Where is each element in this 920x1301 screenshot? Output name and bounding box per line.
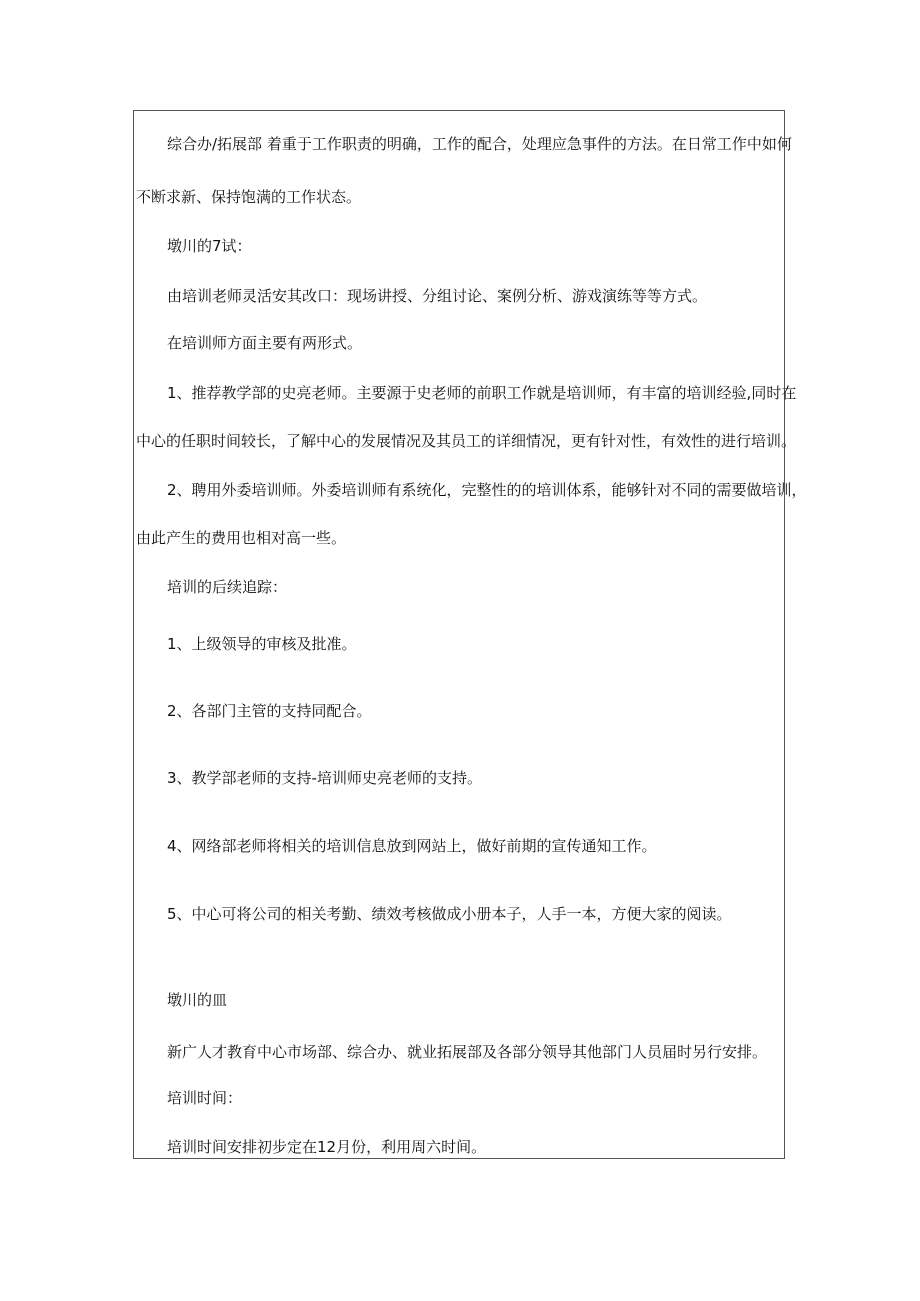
- paragraph-method: 由培训老师灵活安其改口：现场讲授、分组讨论、案例分析、游戏演练等等方式。: [167, 287, 708, 305]
- paragraph-participants: 新广人才教育中心市场部、综合办、就业拓展部及各部分领导其他部门人员届时另行安排。: [167, 1043, 768, 1061]
- paragraph-trainer-forms: 在培训师方面主要有两形式。: [167, 334, 363, 352]
- list-item-follow-up-4: 4、网络部老师将相关的培训信息放到网站上，做好前期的宣传通知工作。: [167, 837, 657, 855]
- list-item-trainer-1-line2: 中心的任职时间较长，了解中心的发展情况及其员工的详细情况，更有针对性，有效性的进行培训。: [136, 432, 797, 450]
- list-item-follow-up-3: 3、教学部老师的支持-培训师史亮老师的支持。: [167, 769, 482, 787]
- list-item-follow-up-5: 5、中心可将公司的相关考勤、绩效考核做成小册本子，人手一本，方便大家的阅读。: [167, 905, 732, 923]
- heading-training-time: 培训时间：: [167, 1089, 243, 1107]
- list-item-follow-up-2: 2、各部门主管的支持同配合。: [167, 702, 372, 720]
- paragraph-training-time: 培训时间安排初步定在12月份，利用周六时间。: [167, 1138, 487, 1156]
- list-item-trainer-1-line1: 1、推荐教学部的史亮老师。主要源于史老师的前职工作就是培训师，有丰富的培训经验,同时在: [167, 384, 797, 402]
- list-item-trainer-2-line2: 由此产生的费用也相对高一些。: [136, 529, 347, 547]
- list-item-trainer-2-line1: 2、聘用外委培训师。外委培训师有系统化，完整性的的培训体系，能够针对不同的需要做培训，: [167, 481, 807, 499]
- heading-follow-up: 培训的后续追踪：: [167, 578, 288, 596]
- heading-participants: 墩川的皿: [167, 991, 228, 1009]
- paragraph-responsibility-line2: 不断求新、保持饱满的工作状态。: [136, 188, 362, 206]
- paragraph-responsibility-line1: 综合办/拓展部 着重于工作职责的明确，工作的配合，处理应急事件的方法。在日常工作中如何: [167, 135, 792, 153]
- heading-method: 墩川的7试：: [167, 237, 252, 255]
- list-item-follow-up-1: 1、上级领导的审核及批准。: [167, 635, 357, 653]
